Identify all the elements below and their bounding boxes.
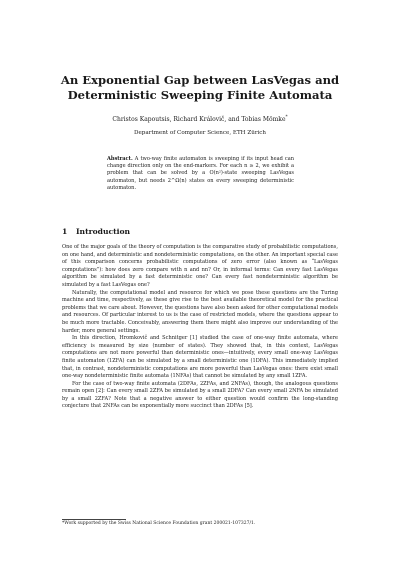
- footnote-divider: [62, 519, 126, 520]
- paper-affiliation: Department of Computer Science, ETH Zürich: [133, 130, 267, 136]
- paragraph-4: For the case of two-way finite automata (2DFAs, 2ZFAs, and 2NFAs), though, the analogous questions remain open [2]: Can every small 2ZFA be simulated by a small 2DFA? Can every small 2NFA be simulated by a small 2ZFA? Note that a negative answer to either question would confirm the long-standing conjecture that 2NFAs can be exponentially more succinct than 2DFAs [5].: [62, 380, 338, 410]
- paper-title: [60, 73, 340, 103]
- abstract-label: Abstract.: [107, 156, 133, 162]
- authors-text: Christos Kapoutsis, Richard Královič, and Tobias Mömke: [112, 116, 286, 123]
- title-line-2: Deterministic Sweeping Finite Automata: [67, 88, 333, 102]
- title-line-1: An Exponential Gap between LasVegas and: [60, 73, 340, 87]
- section-heading: [62, 227, 130, 236]
- paragraph-3: In this direction, Hromkovič and Schnitger [1] studied the case of one-way finite automata, where efficiency is measured by size (number of states). They showed that, in this context, LasVegas computations are not more powerful than deterministic ones—intuitively, every small one-way LasVegas finite automaton (1ZFA) can be simulated by a small deterministic one (1DFA). This immediately implied that, in contrast, nondeterministic computations are more powerful than LasVegas ones: there exist small one-way nondeterministic finite automata (1NFAs) that cannot be simulated by any small 1ZFA.: [62, 335, 338, 380]
- paper-authors: [40, 116, 360, 124]
- footnote-mark: *: [285, 114, 288, 119]
- section-title: Introduction: [76, 227, 131, 236]
- section-number: 1: [62, 227, 68, 236]
- abstract-text: A two-way finite automaton is sweeping if its input head can change direction only on the end-markers. For each n ≥ 2, we exhibit a problem that can be solved by a O(n²)-state sweeping LasVegas automaton, but needs 2^Ω(n) states on every sweeping deterministic automaton.: [107, 156, 294, 191]
- paragraph-1: One of the major goals of the theory of computation is the comparative study of probabilistic computations, on one hand, and deterministic and nondeterministic computations, on the other. An important special case of this comparison concerns probabilistic computations of zero error (also known as “LasVegas computations”): how does zero compare with n and nn? Or, in informal terms: Can every fast LasVegas algorithm be simulated by a fast deterministic one? Can every fast nondeterministic algorithm be simulated by a fast LasVegas one?: [62, 244, 339, 288]
- intro-body: [62, 244, 338, 411]
- abstract: [107, 156, 294, 192]
- footnote: *Work supported by the Swiss National Science Foundation grant 200021-107327/1.: [62, 521, 256, 526]
- paragraph-2: Naturally, the computational model and resource for which we pose these questions are the Turing machine and time, respectively, as these give rise to the best available theoretical model for the practical problems that we care about. However, the questions have also been asked for other computational models and resources. Of particular interest to us is the case of restricted models, where the questions appear to be much more tractable. Conceivably, answering them there might also improve our understanding of the harder, more general settings.: [62, 289, 338, 334]
